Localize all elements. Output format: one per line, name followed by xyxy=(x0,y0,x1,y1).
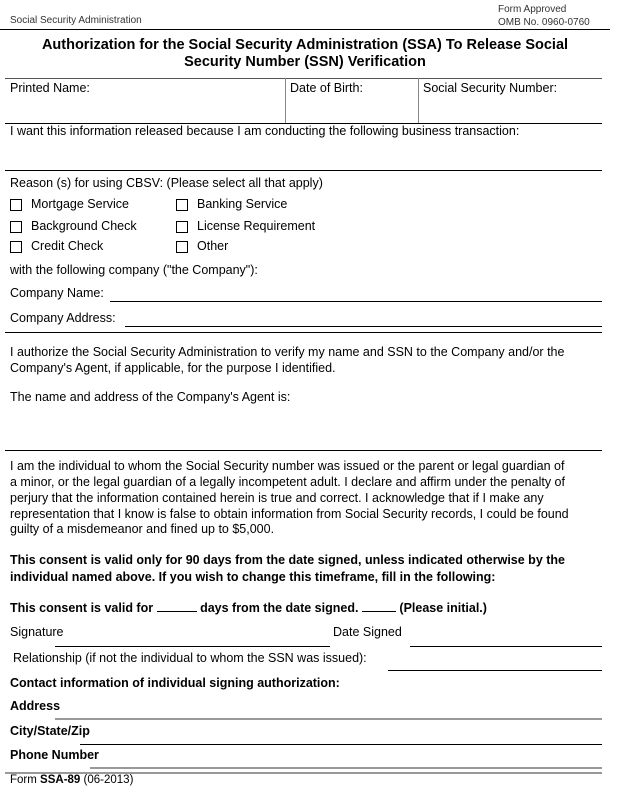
phone-field[interactable] xyxy=(90,767,602,769)
form-id: SSA-89 xyxy=(40,774,81,786)
relationship-field[interactable] xyxy=(388,670,602,671)
city-field[interactable] xyxy=(80,744,602,745)
custom-validity xyxy=(10,600,487,616)
address-label: Address xyxy=(10,699,61,713)
agent-field[interactable] xyxy=(5,450,602,451)
form-date: (06-2013) xyxy=(83,774,134,786)
company-name-label: Company Name: xyxy=(10,286,104,300)
dob-label: Date of Birth: xyxy=(290,81,363,95)
authorize-text: I authorize the Social Security Administration to verify my name and SSN to the Company and/or the xyxy=(10,345,565,359)
other-checkbox[interactable] xyxy=(176,241,188,253)
page-title: Authorization for the Social Security Administration (SSA) To Release Social xyxy=(41,37,569,53)
divider xyxy=(285,78,286,123)
agent-label: The name and address of the Company's Agent is: xyxy=(10,390,291,404)
company-address-label: Company Address: xyxy=(10,311,116,325)
mortgage-label: Mortgage Service xyxy=(31,197,129,211)
form-number xyxy=(10,773,133,788)
printed-name-label: Printed Name: xyxy=(10,81,90,95)
initial-field[interactable] xyxy=(362,600,396,612)
license-label: License Requirement xyxy=(197,219,316,233)
signature-field[interactable] xyxy=(55,646,330,647)
declaration-line: I am the individual to whom the Social Security number was issued or the parent or legal guardian of xyxy=(10,459,565,473)
license-checkbox[interactable] xyxy=(176,221,188,233)
declaration-line: guilty of a misdemeanor and fined up to $5,000. xyxy=(10,522,275,536)
declaration-line: perjury that the information contained herein is true and correct. I acknowledge that if I make any xyxy=(10,491,544,505)
banking-label: Banking Service xyxy=(197,197,288,211)
divider xyxy=(418,78,419,123)
custom-validity-a: This consent is valid for xyxy=(10,601,154,615)
phone-label: Phone Number xyxy=(10,748,99,762)
transaction-label: I want this information released because I am conducting the following business transaction: xyxy=(10,124,520,138)
relationship-label: Relationship (if not the individual to whom the SSN was issued): xyxy=(13,651,367,665)
background-label: Background Check xyxy=(31,219,137,233)
credit-label: Credit Check xyxy=(31,239,104,253)
validity-text: This consent is valid only for 90 days from the date signed, unless indicated otherwise by the xyxy=(10,553,565,567)
banking-checkbox[interactable] xyxy=(176,199,188,211)
background-checkbox[interactable] xyxy=(10,221,22,233)
company-name-field[interactable] xyxy=(110,301,602,302)
declaration-line: representation that I know is false to obtain information from Social Security records, I could be found xyxy=(10,507,569,521)
company-intro: with the following company ("the Company"): xyxy=(10,263,258,277)
table-top xyxy=(5,78,602,79)
transaction-field[interactable] xyxy=(5,170,602,171)
other-label: Other xyxy=(197,239,229,253)
contact-heading: Contact information of individual signing authorization: xyxy=(10,676,340,690)
mortgage-checkbox[interactable] xyxy=(10,199,22,211)
form-prefix: Form xyxy=(10,774,37,786)
credit-checkbox[interactable] xyxy=(10,241,22,253)
custom-validity-c: (Please initial.) xyxy=(399,601,487,615)
date-signed-field[interactable] xyxy=(410,646,602,647)
ssn-label: Social Security Number: xyxy=(423,81,558,95)
agency-name: Social Security Administration xyxy=(10,15,142,26)
divider xyxy=(0,29,610,30)
reasons-label: Reason (s) for using CBSV: (Please select all that apply) xyxy=(10,176,323,190)
company-address-field[interactable] xyxy=(125,326,602,327)
signature-label: Signature xyxy=(10,625,64,639)
custom-validity-b: days from the date signed. xyxy=(200,601,359,615)
validity-text-2: individual named above. If you wish to change this timeframe, fill in the following: xyxy=(10,570,496,584)
address-field[interactable] xyxy=(55,718,602,720)
authorize-text-2: Company's Agent, if applicable, for the purpose I identified. xyxy=(10,361,336,375)
days-field[interactable] xyxy=(157,600,197,612)
form-approved: Form Approved xyxy=(498,4,567,15)
divider xyxy=(5,332,602,333)
declaration-line: a minor, or the legal guardian of a legally incompetent adult. I declare and affirm under the penalty of xyxy=(10,475,565,489)
city-label: City/State/Zip xyxy=(10,724,90,738)
date-signed-label: Date Signed xyxy=(333,625,402,639)
page-title-line2: Security Number (SSN) Verification xyxy=(184,54,426,70)
omb-number: OMB No. 0960-0760 xyxy=(498,17,590,28)
